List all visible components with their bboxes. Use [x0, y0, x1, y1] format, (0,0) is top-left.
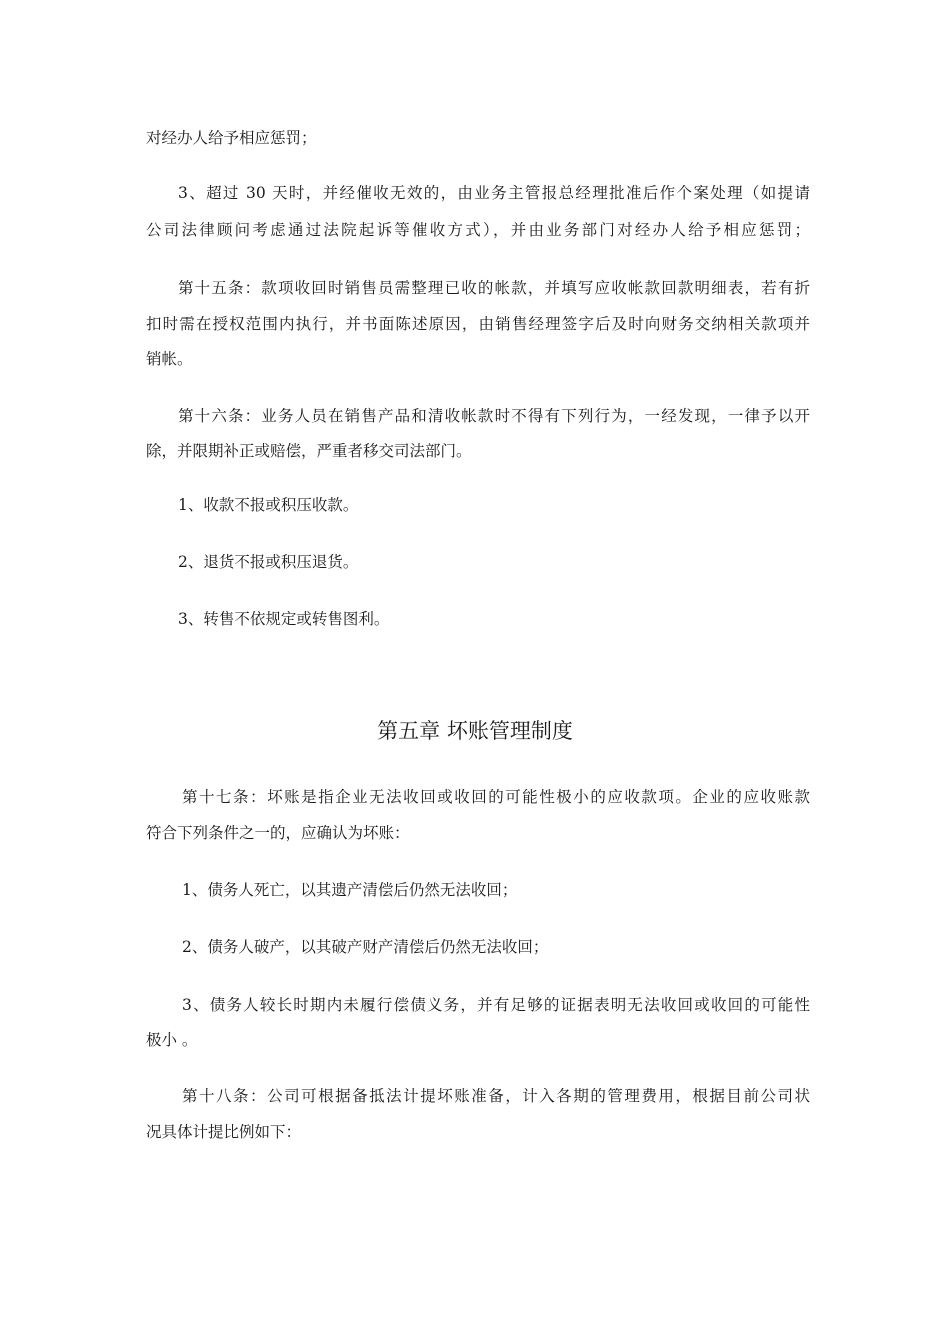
- chapter-heading: 第五章 坏账管理制度: [377, 719, 573, 743]
- paragraph-line: 对经办人给予相应惩罚；: [146, 129, 317, 147]
- paragraph-line: 销帐。: [146, 350, 193, 368]
- list-item-3-overdue: 3、超过 30 天时，并经催收无效的，由业务主管报总经理批准后作个案处理（如提请: [178, 184, 810, 202]
- article-18: 第十八条：公司可根据备抵法计提坏账准备，计入各期的管理费用，根据目前公司状: [182, 1087, 810, 1105]
- list-item-3: 3、债务人较长时期内未履行偿债义务，并有足够的证据表明无法收回或收回的可能性: [182, 996, 810, 1014]
- paragraph-line: 况具体计提比例如下：: [146, 1123, 302, 1141]
- paragraph-line: 除，并限期补正或赔偿，严重者移交司法部门。: [146, 442, 472, 460]
- article-15: 第十五条：款项收回时销售员需整理已收的帐款，并填写应收帐款回款明细表，若有折: [178, 279, 810, 297]
- list-item-2: 2、退货不报或积压退货。: [178, 553, 359, 571]
- paragraph-line: 公司法律顾问考虑通过法院起诉等催收方式），并由业务部门对经办人给予相应惩罚；: [146, 221, 810, 239]
- list-item-1: 1、收款不报或积压收款。: [178, 496, 359, 514]
- list-item-2: 2、债务人破产，以其破产财产清偿后仍然无法收回；: [182, 938, 549, 956]
- article-17: 第十七条：坏账是指企业无法收回或收回的可能性极小的应收款项。企业的应收账款: [182, 788, 810, 806]
- list-item-1: 1、债务人死亡，以其遗产清偿后仍然无法收回；: [182, 881, 518, 899]
- article-16: 第十六条：业务人员在销售产品和清收帐款时不得有下列行为，一经发现，一律予以开: [178, 407, 810, 425]
- list-item-3: 3、转售不依规定或转售图利。: [178, 610, 390, 628]
- paragraph-line: 扣时需在授权范围内执行，并书面陈述原因，由销售经理签字后及时向财务交纳相关款项并: [146, 315, 810, 333]
- paragraph-line: 极小 。: [146, 1031, 198, 1049]
- paragraph-line: 符合下列条件之一的，应确认为坏账：: [146, 824, 410, 842]
